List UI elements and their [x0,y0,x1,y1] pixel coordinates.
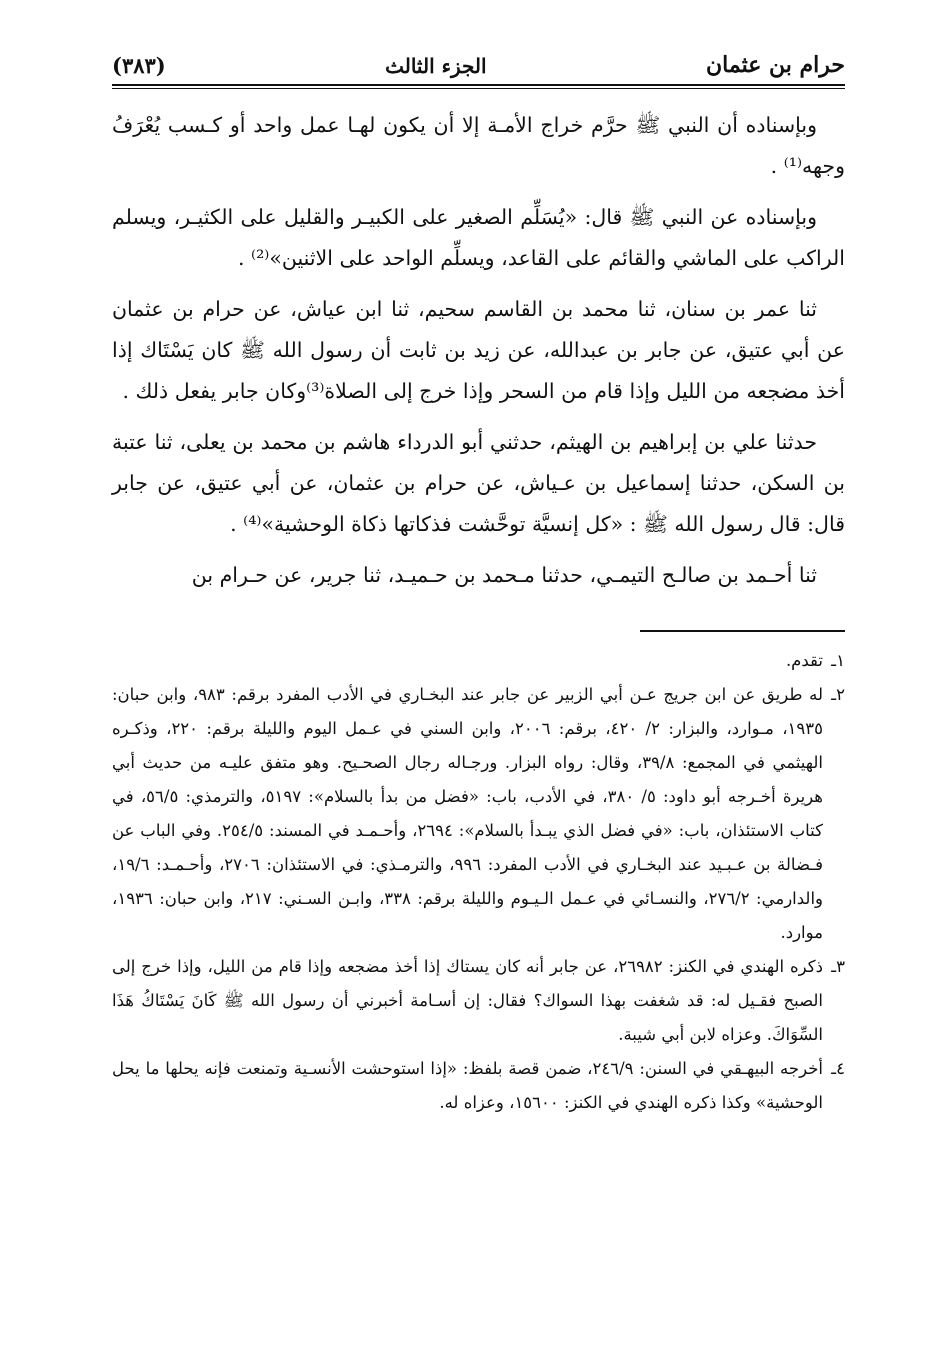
footnote-text: ذكره الهندي في الكنز: ٢٦٩٨٢، عن جابر أنه كان يستاك إذا أخذ مضجعه وإذا قام من الليل، وإذا خرج إلى الصبح فقـيل له: قد شغفت بهذا السواك؟ فقال: إن أسـامة أخبرني أن رسول الله ﷺ كَانَ يَسْتَاكُ هَذَا السِّوَاكَ. وعزاه لابن أبي شيبة. [112,957,823,1044]
main-text [112,105,845,596]
page-number: (٣٨٣) [112,53,166,78]
page-header [112,40,845,78]
footnote-number: ٢ـ [831,685,845,704]
paragraph-1: وبإسناده أن النبي ﷺ حرَّم خراج الأمـة إلا أن يكون لهـا عمل واحد أو كـسب يُعْرَفُ وجهه⁽¹⁾ . [112,113,845,178]
footnote-1 [112,644,845,678]
paragraph-3: ثنا عمر بن سنان، ثنا محمد بن القاسم سحيم، ثنا ابن عياش، عن حرام بن عثمان عن أبي عتيق، عن جابر بن عبدالله، عن زيد بن ثابت أن رسول الله ﷺ كان يَسْتَاك إذا أخذ مضجعه من الليل وإذا قام من السحر وإذا خرج إلى الصلاة⁽³⁾وكان جابر يفعل ذلك . [112,297,845,403]
paragraph-5: ثنا أحـمد بن صالـح التيمـي، حدثنا مـحمد بن حـميـد، ثنا جرير، عن حـرام بن [191,563,817,587]
footnote-4 [112,1052,845,1120]
running-title: حرام بن عثمان [705,52,845,78]
paragraph-4: حدثنا علي بن إبراهيم بن الهيثم، حدثني أبو الدرداء هاشم بن محمد بن يعلى، ثنا عتبة بن السكن، حدثنا إسماعيل بن عـياش، عن حرام بن عثمان، عن أبي عتيق، عن جابر قال: قال رسول الله ﷺ : «كل إنسيَّة توحَّشت فذكاتها ذكاة الوحشية»⁽⁴⁾ . [112,430,845,536]
footnote-number: ٣ـ [831,957,845,976]
part-title: الجزء الثالث [385,54,487,78]
footnote-number: ٤ـ [831,1059,845,1078]
paragraph-2: وبإسناده عن النبي ﷺ قال: «يُسَلِّم الصغير على الكبيـر والقليل على الكثيـر، ويسلم الراكب على الماشي والقائم على القاعد، ويسلِّم الواحد على الاثنين»⁽²⁾ . [112,205,845,270]
footnote-separator [640,630,845,632]
footnote-3 [112,950,845,1052]
footnote-text: له طريق عن ابن جريج عـن أبي الزبير عن جابر عند البخـاري في الأدب المفرد برقم: ٩٨٣، وابن حبان: ١٩٣٥، مـوارد، والبزار: ٢/ ٤٢٠، برقم: ٢٠٠٦، وابن السني في عـمل اليوم والليلة برقم: ٢٢٠، وذكـره الهيثمي في المجمع: ٣٩/٨، وقال: رواه البزار. ورجـاله رجال الصحـيح. وهو متفق عليـه من حديث أبي هريرة أخـرجه أبو داود: ٥/ ٣٨٠، في الأدب، باب: «فضل من بدأ بالسلام»: ٥١٩٧، والترمذي: ٥٦/٥، في كتاب الاستئذان، باب: «في فضل الذي يبـدأ بالسلام»: ٢٦٩٤، وأحـمـد في المسند: ٢٥٤/٥. وفي الباب عن فـضالة بن عـبـيد عند البخـاري في الأدب المفرد: ٩٩٦، والترمـذي: في الاستئذان: ٢٧٠٦، وأحـمـد: ١٩/٦، والدارمي: ٢٧٦/٢، والنسـائي في عـمل الـيـوم والليلة برقم: ٣٣٨، وابـن السـني: ٢١٧، وابن حبان: ١٩٣٦، موارد. [112,685,823,942]
footnote-text: تقدم. [785,651,823,670]
footnote-number: ١ـ [831,651,845,670]
footnote-2 [112,678,845,950]
header-rule [112,84,845,89]
footnote-text: أخرجه البيهـقي في السنن: ٢٤٦/٩، ضمن قصة بلفظ: «إذا استوحشت الأنسـية وتمنعت فإنه يحلها ما يحل الوحشية» وكذا ذكره الهندي في الكنز: ١٥٦٠٠، وعزاه له. [112,1059,823,1112]
footnotes [112,644,845,1120]
